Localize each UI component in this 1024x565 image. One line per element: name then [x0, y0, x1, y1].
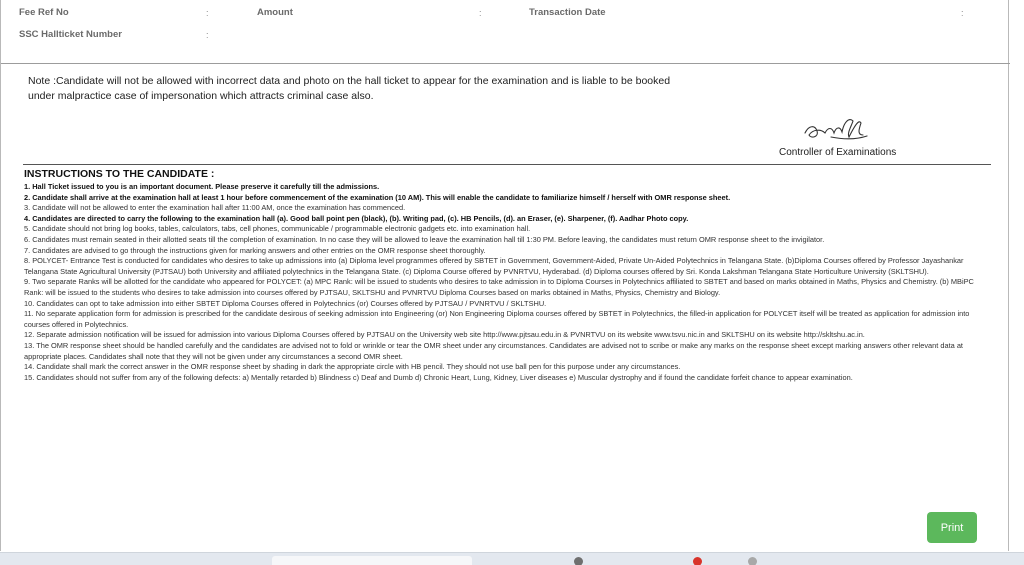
instruction-item: 7. Candidates are advised to go through the instructions given for marking answers and other entries on the OMR response sheet thoroughly. [24, 245, 486, 255]
instructions-title: INSTRUCTIONS TO THE CANDIDATE : [24, 168, 215, 180]
instructions-rule [23, 164, 991, 165]
instruction-item: 14. Candidate shall mark the correct answer in the OMR response sheet by shading in dark the appropriate circle with HB pencil. They should not use ball pen for this purpose under any circumstances. [24, 362, 681, 372]
instructions-list [24, 182, 984, 383]
taskbar-browser-icon[interactable] [693, 557, 702, 565]
print-button[interactable]: Print [927, 512, 977, 543]
instruction-item: 11. No separate application form for admission is prescribed for the candidate desirous of seeking admission into Engineering (or) Non Engineering Diploma courses offered by SBTET in Polytechnics, the filled-in application for POLYCET itself will be treated as application for admission into courses offered in Polytechnics. [24, 309, 970, 329]
taskbar-app-icon[interactable] [748, 557, 757, 565]
amount-colon: : [479, 8, 482, 18]
instruction-item: 4. Candidates are directed to carry the following to the examination hall (a). Good ball point pen (black), (b). Writing pad, (c). HB Pencils, (d). an Eraser, (e). Sharpener, (f). Aadhar Photo copy. [24, 213, 689, 223]
fee-ref-label: Fee Ref No [19, 7, 69, 18]
ssc-hallticket-label: SSC Hallticket Number [19, 29, 122, 40]
header-divider [1, 63, 1010, 64]
taskbar-app-icon[interactable] [574, 557, 583, 565]
instruction-item: 15. Candidates should not suffer from any of the following defects: a) Mentally retarded b) Blindness c) Deaf and Dumb d) Chronic Heart, Lung, Kidney, Liver diseases e) Muscular dystrophy and if found the candidate forfeit chance to appear examination. [24, 372, 853, 382]
instruction-item: 2. Candidate shall arrive at the examination hall at least 1 hour before commencement of the examination (10 AM). This will enable the candidate to familiarize himself / herself with OMR response sheet. [24, 192, 731, 202]
controller-of-examinations-label: Controller of Examinations [779, 147, 897, 158]
transaction-date-label: Transaction Date [529, 7, 606, 18]
instruction-item: 6. Candidates must remain seated in their allotted seats till the completion of examination. In no case they will be allowed to leave the examination hall till 1:30 PM. Before leaving, the candidates must return OMR response sheet to the invigilator. [24, 234, 825, 244]
transaction-date-colon: : [961, 8, 964, 18]
fee-ref-colon: : [206, 8, 209, 18]
instruction-item: 12. Separate admission notification will be issued for admission into various Diploma Courses offered by PJTSAU on the University web site http://www.pjtsau.edu.in & PVNRTVU on its website www.tsvu.nic.in and SKLTSHU on its website http://skltshu.ac.in. [24, 330, 865, 340]
taskbar [0, 552, 1024, 565]
instruction-item: 9. Two separate Ranks will be allotted for the candidate who appeared for POLYCET: (a) MPC Rank: will be issued to students who desires to take admission in to Diploma Courses in Polytechnics affiliated to SBTET and based on marks obtained in Maths, Physics and Chemistry. (b) MBiPC Rank: will be issued to the students who desires to take admission into courses offered by PJTSAU, SKLTSHU and PVNRTVU Diploma Courses based on marks obtained in Maths, Physics, Chemistry and Biology. [24, 277, 974, 297]
instruction-item: 5. Candidate should not bring log books, tables, calculators, tabs, cell phones, communicable / programmable electronic gadgets etc. into examination hall. [24, 224, 531, 234]
amount-label: Amount [257, 7, 293, 18]
instruction-item: 13. The OMR response sheet should be handled carefully and the candidates are advised not to fold or wrinkle or tear the OMR sheet under any circumstances. Candidates are advised not to scribe or make any marks on the response sheet except marking answers other relevant data at appropriate places. Candidates shall note that they will not be given under any circumstances a second OMR sheet. [24, 340, 963, 361]
instruction-item: 1. Hall Ticket issued to you is an important document. Please preserve it carefully till the admissions. [24, 182, 380, 191]
instruction-item: 8. POLYCET- Entrance Test is conducted for candidates who desires to take up admissions into (a) Diploma level programmes offered by SBTET in Government, Government-Aided, Private Un-Aided Polytechnics in Telangana State. (b)Diploma Courses offered by Professor Jayashankar Telangana State Agricultural University (PJTSAU) both University and affiliated polytechnics in the Telangana State. (c) Diploma Course offered by PVNRTVU, Hyderabad. (d) Diploma courses offered by Sri. Konda Lakshman Telangana State Horticulture University (SKLTSHU). [24, 256, 964, 276]
instruction-item: 10. Candidates can opt to take admission into either SBTET Diploma Courses offered in Polytechnics (or) Courses offered by PJTSAU / PVNRTVU / SKLTSHU. [24, 298, 547, 308]
impersonation-note: Note :Candidate will not be allowed with incorrect data and photo on the hall ticket to appear for the examination and is liable to be booked under malpractice case of impersonation which attracts criminal case also. [28, 75, 671, 102]
instruction-item: 3. Candidate will not be allowed to enter the examination hall after 11:00 AM, once the examination has commenced. [24, 203, 406, 213]
taskbar-search-field[interactable] [272, 556, 472, 565]
ssc-hallticket-colon: : [206, 30, 209, 40]
controller-signature-image [801, 113, 871, 147]
